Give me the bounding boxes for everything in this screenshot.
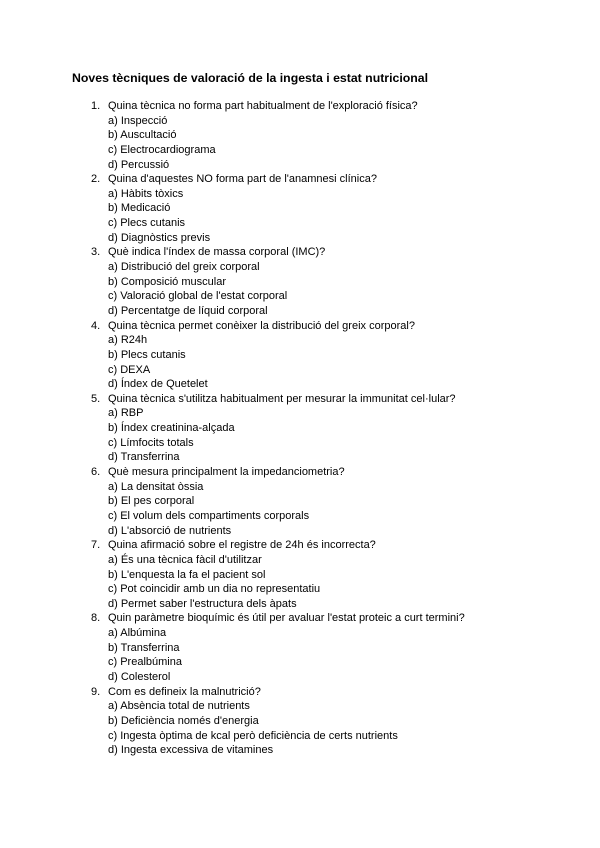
question-number: 8. (91, 612, 101, 625)
question-text: Quina tècnica no forma part habitualment de l'exploració física? (108, 100, 418, 112)
question-text: Com es defineix la malnutrició? (108, 685, 261, 698)
answer-option: c) Valoració global de l'estat corporal (108, 290, 288, 303)
answer-option: d) Transferrina (108, 451, 180, 464)
answer-options (0, 187, 600, 246)
answer-option: c) Ingesta òptima de kcal però deficiència de certs nutrients (108, 729, 398, 742)
question-line (0, 245, 600, 260)
question-item (0, 172, 600, 245)
answer-option: a) Albúmina (108, 627, 167, 640)
question-item (0, 245, 600, 318)
question-line (0, 172, 600, 187)
question-line (0, 685, 600, 700)
question-number: 2. (91, 173, 101, 186)
question-text: Quina tècnica permet conèixer la distribució del greix corporal? (108, 319, 415, 332)
answer-options (0, 406, 600, 465)
answer-options (0, 114, 600, 173)
answer-option: d) Ingesta excessiva de vitamines (108, 744, 274, 757)
answer-option: b) Plecs cutanis (108, 348, 186, 361)
question-text: Quin paràmetre bioquímic és útil per avaluar l'estat proteic a curt termini? (108, 612, 465, 625)
question-number: 7. (91, 539, 101, 552)
answer-option: d) Colesterol (108, 670, 171, 683)
answer-options (0, 480, 600, 539)
question-number: 4. (91, 319, 101, 332)
answer-option: a) Inspecció (108, 114, 168, 127)
answer-option: a) R24h (108, 334, 148, 347)
answer-options (0, 260, 600, 319)
question-line (0, 538, 600, 553)
answer-option: d) Diagnòstics previs (108, 231, 211, 244)
answer-option: a) Distribució del greix corporal (108, 261, 260, 274)
answer-option: a) La densitat òssia (108, 480, 204, 493)
question-text: Què mesura principalment la impedanciometria? (108, 466, 345, 479)
answer-option: c) Plecs cutanis (108, 217, 186, 230)
answer-option: d) Permet saber l'estructura dels àpats (108, 597, 297, 610)
answer-option: d) Percussió (108, 158, 170, 171)
answer-option: b) Transferrina (108, 641, 180, 654)
answer-option: b) Medicació (108, 202, 171, 215)
question-line (0, 99, 600, 114)
question-list (0, 99, 600, 758)
answer-option: b) Auscultació (108, 129, 177, 142)
answer-option: d) L'absorció de nutrients (108, 524, 232, 537)
answer-option: b) Deficiència només d'energia (108, 714, 259, 727)
question-item (0, 465, 600, 538)
question-number: 9. (91, 685, 101, 698)
question-line (0, 611, 600, 626)
question-item (0, 392, 600, 465)
answer-option: d) Percentatge de líquid corporal (108, 304, 268, 317)
answer-option: c) El volum dels compartiments corporals (108, 509, 310, 522)
question-item (0, 611, 600, 684)
question-text: Què indica l'índex de massa corporal (IMC)? (108, 246, 326, 259)
answer-option: a) Hàbits tòxics (108, 187, 184, 200)
answer-option: b) Índex creatinina-alçada (108, 422, 235, 435)
question-line (0, 392, 600, 407)
question-line (0, 465, 600, 480)
answer-option: b) L'enquesta la fa el pacient sol (108, 568, 266, 581)
answer-options (0, 553, 600, 612)
answer-option: a) És una tècnica fàcil d'utilitzar (108, 553, 262, 566)
answer-option: b) El pes corporal (108, 495, 195, 508)
question-number: 5. (91, 392, 101, 405)
answer-options (0, 699, 600, 758)
question-text: Quina d'aquestes NO forma part de l'anamnesi clínica? (108, 173, 377, 186)
question-item (0, 685, 600, 758)
document-title: Noves tècniques de valoració de la ingesta i estat nutricional (72, 71, 429, 85)
answer-option: c) Límfocits totals (108, 436, 194, 449)
question-number: 3. (91, 246, 101, 259)
answer-option: b) Composició muscular (108, 275, 226, 288)
question-number: 1. (91, 100, 101, 112)
answer-option: d) Índex de Quetelet (108, 378, 208, 391)
question-number: 6. (91, 466, 101, 479)
question-item (0, 319, 600, 392)
answer-option: c) Pot coincidir amb un dia no representatiu (108, 583, 321, 596)
answer-option: a) Absència total de nutrients (108, 700, 250, 713)
answer-option: c) DEXA (108, 363, 151, 376)
answer-option: c) Electrocardiograma (108, 143, 216, 156)
answer-option: a) RBP (108, 407, 144, 420)
answer-option: c) Prealbúmina (108, 656, 182, 669)
answer-options (0, 333, 600, 392)
answer-options (0, 626, 600, 685)
question-text: Quina tècnica s'utilitza habitualment per mesurar la immunitat cel·lular? (108, 392, 456, 405)
question-item (0, 99, 600, 172)
question-text: Quina afirmació sobre el registre de 24h és incorrecta? (108, 539, 376, 552)
question-item (0, 538, 600, 611)
question-line (0, 319, 600, 334)
